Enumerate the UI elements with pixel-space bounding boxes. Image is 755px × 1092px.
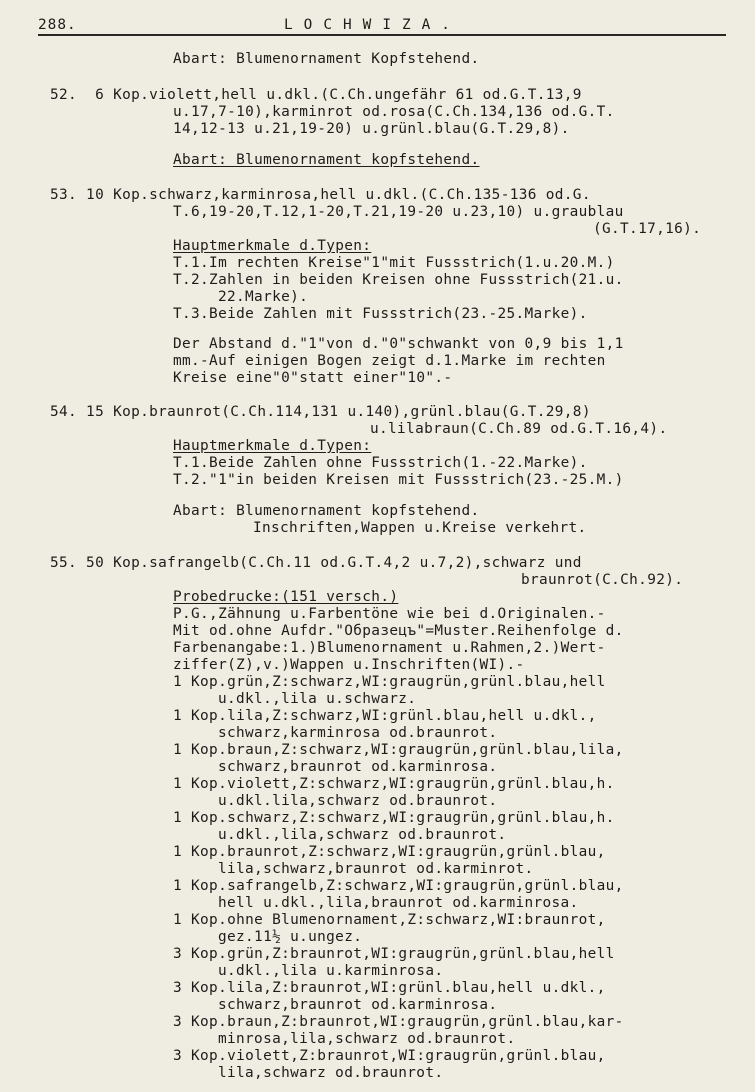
text-line: 53. 10 Kop.schwarz,karminrosa,hell u.dkl.(C.Ch.135-136 od.G.	[50, 187, 591, 203]
text-line: Mit od.ohne Aufdr."Образецъ"=Muster.Reihenfolge d.	[173, 623, 624, 639]
text-line: T.6,19-20,T.12,1-20,T.21,19-20 u.23,10) u.graublau	[173, 204, 624, 220]
text-line: 54. 15 Kop.braunrot(C.Ch.114,131 u.140),grünl.blau(G.T.29,8)	[50, 404, 591, 420]
text-line: u.dkl.,lila u.schwarz.	[218, 691, 417, 707]
text-line: 1 Kop.lila,Z:schwarz,WI:grünl.blau,hell u.dkl.,	[173, 708, 597, 724]
text-line: hell u.dkl.,lila,braunrot od.karminrosa.	[218, 895, 579, 911]
text-line: schwarz,karminrosa od.braunrot.	[218, 725, 498, 741]
text-line: Der Abstand d."1"von d."0"schwankt von 0,9 bis 1,1	[173, 336, 624, 352]
text-line: 3 Kop.braun,Z:braunrot,WI:graugrün,grünl.blau,kar-	[173, 1014, 624, 1030]
text-line: 3 Kop.violett,Z:braunrot,WI:graugrün,grünl.blau,	[173, 1048, 606, 1064]
text-line: 1 Kop.grün,Z:schwarz,WI:graugrün,grünl.blau,hell	[173, 674, 606, 690]
text-line: lila,schwarz,braunrot od.karminrot.	[218, 861, 534, 877]
text-line: Farbenangabe:1.)Blumenornament u.Rahmen,2.)Wert-	[173, 640, 606, 656]
text-line: Abart: Blumenornament kopfstehend.	[173, 503, 480, 519]
text-line: Inschriften,Wappen u.Kreise verkehrt.	[253, 520, 587, 536]
text-line: 1 Kop.braunrot,Z:schwarz,WI:graugrün,grünl.blau,	[173, 844, 606, 860]
text-line: ziffer(Z),v.)Wappen u.Inschriften(WI).-	[173, 657, 525, 673]
text-line: u.dkl.,lila,schwarz od.braunrot.	[218, 827, 507, 843]
text-line: mm.-Auf einigen Bogen zeigt d.1.Marke im rechten	[173, 353, 606, 369]
header-rule	[38, 34, 726, 36]
text-line: gez.11½ u.ungez.	[218, 929, 363, 945]
text-line: Hauptmerkmale d.Typen:	[173, 438, 372, 454]
text-line: 1 Kop.ohne Blumenornament,Z:schwarz,WI:braunrot,	[173, 912, 606, 928]
text-line: 1 Kop.safrangelb,Z:schwarz,WI:graugrün,grünl.blau,	[173, 878, 624, 894]
text-line: braunrot(C.Ch.92).	[521, 572, 684, 588]
text-line: (G.T.17,16).	[593, 221, 702, 237]
text-line: Abart: Blumenornament kopfstehend.	[173, 152, 480, 168]
text-line: 1 Kop.braun,Z:schwarz,WI:graugrün,grünl.blau,lila,	[173, 742, 624, 758]
page-number: 288.	[38, 17, 77, 33]
text-line: 1 Kop.schwarz,Z:schwarz,WI:graugrün,grünl.blau,h.	[173, 810, 615, 826]
text-line: T.2.Zahlen in beiden Kreisen ohne Fussstrich(21.u.	[173, 272, 624, 288]
text-line: T.1.Im rechten Kreise"1"mit Fussstrich(1.u.20.M.)	[173, 255, 615, 271]
text-line: Abart: Blumenornament Kopfstehend.	[173, 51, 480, 67]
text-line: 14,12-13 u.21,19-20) u.grünl.blau(G.T.29,8).	[173, 121, 570, 137]
text-line: u.lilabraun(C.Ch.89 od.G.T.16,4).	[370, 421, 668, 437]
text-line: P.G.,Zähnung u.Farbentöne wie bei d.Originalen.-	[173, 606, 606, 622]
text-line: u.dkl.,lila u.karminrosa.	[218, 963, 444, 979]
text-line: 3 Kop.grün,Z:braunrot,WI:graugrün,grünl.blau,hell	[173, 946, 615, 962]
text-line: Hauptmerkmale d.Typen:	[173, 238, 372, 254]
text-line: minrosa,lila,schwarz od.braunrot.	[218, 1031, 516, 1047]
text-line: 3 Kop.lila,Z:braunrot,WI:grünl.blau,hell u.dkl.,	[173, 980, 606, 996]
text-line: 1 Kop.violett,Z:schwarz,WI:graugrün,grünl.blau,h.	[173, 776, 615, 792]
text-line: Kreise eine"0"statt einer"10".-	[173, 370, 453, 386]
text-line: 55. 50 Kop.safrangelb(C.Ch.11 od.G.T.4,2 u.7,2),schwarz und	[50, 555, 582, 571]
text-line: 52. 6 Kop.violett,hell u.dkl.(C.Ch.ungefähr 61 od.G.T.13,9	[50, 87, 582, 103]
text-line: T.3.Beide Zahlen mit Fussstrich(23.-25.Marke).	[173, 306, 588, 322]
text-line: lila,schwarz od.braunrot.	[218, 1065, 444, 1081]
text-line: u.dkl.lila,schwarz od.braunrot.	[218, 793, 498, 809]
text-line: schwarz,braunrot od.karminrosa.	[218, 759, 498, 775]
text-line: T.2."1"in beiden Kreisen mit Fussstrich(23.-25.M.)	[173, 472, 624, 488]
text-line: T.1.Beide Zahlen ohne Fussstrich(1.-22.Marke).	[173, 455, 588, 471]
text-line: schwarz,braunrot od.karminrosa.	[218, 997, 498, 1013]
page-title: LOCHWIZA.	[284, 17, 461, 33]
text-line: u.17,7-10),karminrot od.rosa(C.Ch.134,136 od.G.T.	[173, 104, 615, 120]
text-line: 22.Marke).	[218, 289, 309, 305]
text-line: Probedrucke:(151 versch.)	[173, 589, 399, 605]
